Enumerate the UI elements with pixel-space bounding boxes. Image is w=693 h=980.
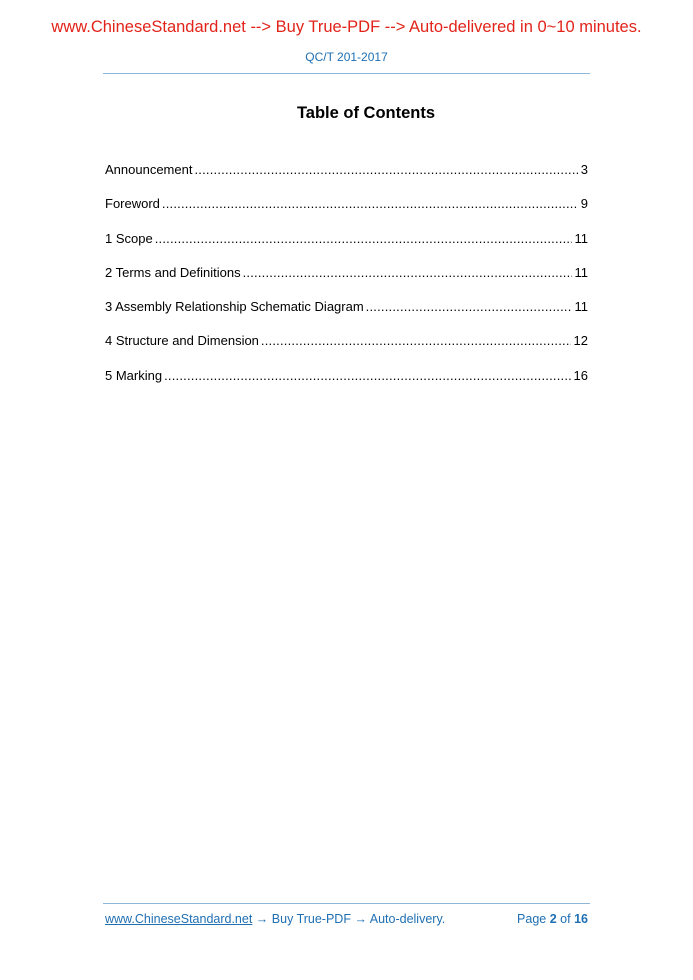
toc-entry-label: 4 Structure and Dimension <box>105 333 259 349</box>
toc-entry-page: 3 <box>580 162 588 177</box>
arrow-right-icon: → <box>354 912 367 926</box>
toc-entry-foreword[interactable] <box>105 196 588 230</box>
toc-title: Table of Contents <box>296 104 436 122</box>
toc-entry-label: Foreword <box>105 196 160 212</box>
toc-entry-page: 11 <box>574 264 588 280</box>
toc-entry-marking[interactable] <box>105 368 588 402</box>
arrow-right-icon: → <box>255 912 269 926</box>
toc-entry-assembly[interactable] <box>105 299 588 333</box>
footer-buy-text: Buy True-PDF <box>271 912 351 926</box>
toc-entry-label: 2 Terms and Definitions <box>105 264 241 280</box>
toc-dot-leader <box>261 333 571 348</box>
toc-entry-label: 5 Marking <box>105 367 163 383</box>
page-total: 16 <box>574 912 588 926</box>
toc-dot-leader <box>164 368 570 383</box>
toc-entry-page: 16 <box>573 367 588 383</box>
footer-promo <box>105 912 445 926</box>
footer-site-link[interactable]: www.ChineseStandard.net <box>105 912 253 926</box>
header-divider <box>103 73 590 74</box>
toc-dot-leader <box>155 231 572 246</box>
footer-delivery-text: Auto-delivery. <box>369 912 446 926</box>
toc-entry-page: 9 <box>580 196 588 212</box>
toc-entry-structure[interactable] <box>105 333 588 367</box>
toc-dot-leader <box>162 196 578 211</box>
toc-dot-leader <box>243 265 572 280</box>
toc-entry-label: 1 Scope <box>105 230 153 246</box>
document-code: QC/T 201-2017 <box>305 50 388 64</box>
page-current: 2 <box>549 912 557 926</box>
toc-entry-page: 11 <box>574 230 588 246</box>
toc-entry-terms[interactable] <box>105 265 588 299</box>
toc-entry-label: 3 Assembly Relationship Schematic Diagram <box>105 299 364 315</box>
toc-dot-leader <box>366 299 572 314</box>
footer-divider <box>103 903 590 904</box>
table-of-contents <box>105 162 588 402</box>
toc-entry-page: 11 <box>574 299 588 315</box>
toc-entry-scope[interactable] <box>105 231 588 265</box>
of-word: of <box>560 912 571 926</box>
toc-entry-announcement[interactable] <box>105 162 588 196</box>
toc-entry-page: 12 <box>573 333 588 349</box>
toc-entry-label: Announcement <box>105 162 193 177</box>
promo-banner[interactable]: www.ChineseStandard.net --> Buy True-PDF --> Auto-delivered in 0~10 minutes. <box>51 18 642 36</box>
page-word: Page <box>517 912 547 926</box>
toc-dot-leader <box>194 162 577 177</box>
page-number <box>517 912 588 926</box>
